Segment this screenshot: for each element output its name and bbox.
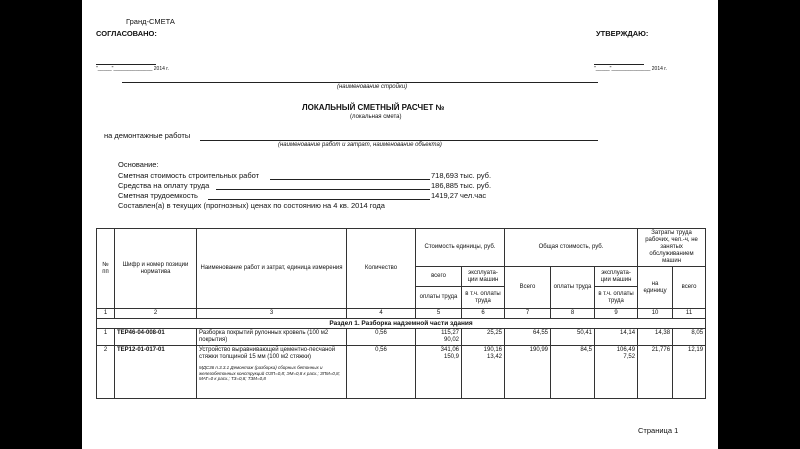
construction-caption: (наименование стройки): [337, 84, 408, 90]
works-caption: (наименование работ и затрат, наименование объекта): [278, 142, 442, 148]
cost-value: 718,693: [431, 171, 459, 180]
header-code: Шифр и номер позиции норматива: [115, 229, 197, 309]
row-labor-unit: 21,776: [638, 346, 673, 399]
labor-hours-value: 1419,27: [431, 191, 459, 200]
labor-pay-label: Средства на оплату труда: [118, 181, 210, 190]
header-labor-total: всего: [673, 267, 706, 309]
header-unit-machines: эксплуата-ции машин: [462, 267, 505, 287]
row-total-all: 64,55: [505, 329, 551, 346]
row-total-labor: 84,5: [551, 346, 595, 399]
estimate-table: [96, 228, 706, 399]
row-total-mach: 106,49: [616, 347, 636, 353]
row-qty: 0,56: [347, 329, 416, 346]
labor-hours-label: Сметная трудоемкость: [118, 191, 198, 200]
agreed-label: СОГЛАСОВАНО:: [96, 29, 157, 38]
row-note: МДС36 п.3.3.1 Демонтаж (разборка) сборных бетонных и железобетонных конструкций ОЗП=0,8; ЭМ=0,8 к расх.; ЗПМ=0,8; МАТ=0 к расх.; ТЗ=0,8; ТЗМ=0,8: [199, 365, 340, 381]
prices-note: Составлен(а) в текущих (прогнозных) ценах по состоянию на 4 кв. 2014 года: [118, 201, 385, 210]
col-number: 5: [416, 309, 462, 319]
table-row: [97, 346, 706, 399]
row-labor-total: 12,19: [673, 346, 706, 399]
section-title: Раздел 1. Разборка надземной части здания: [97, 319, 706, 329]
col-number: 9: [595, 309, 638, 319]
cost-label: Сметная стоимость строительных работ: [118, 171, 260, 180]
date-right: "_____"______________ 2014 г.: [594, 66, 667, 72]
labor-hours-leader-line: [208, 199, 430, 200]
row-num: 2: [97, 346, 115, 399]
header-total-incl-labor: в т.ч. оплаты труда: [595, 287, 638, 309]
col-number: 2: [115, 309, 197, 319]
header-total-cost: Общая стоимость, руб.: [505, 229, 638, 267]
row-total-mach-labor: 7,52: [623, 354, 636, 360]
col-number: 11: [673, 309, 706, 319]
header-unit-incl-labor: в т.ч. оплаты труда: [462, 287, 505, 309]
col-number: 7: [505, 309, 551, 319]
program-name: Гранд-СМЕТА: [126, 17, 175, 26]
row-total-mach: 14,14: [620, 330, 636, 336]
row-name: Разборка покрытий рулонных кровель (100 м2 покрытия): [197, 329, 347, 346]
estimate-title: ЛОКАЛЬНЫЙ СМЕТНЫЙ РАСЧЕТ №: [302, 103, 445, 112]
header-name: Наименование работ и затрат, единица измерения: [197, 229, 347, 309]
page-number: Страница 1: [638, 426, 679, 435]
estimate-subtitle: (локальная смета): [350, 114, 402, 120]
row-unit-mach: 190,16: [483, 347, 503, 353]
construction-line: [122, 82, 598, 83]
signature-line-right: [594, 64, 644, 65]
signature-line-left: [96, 64, 156, 65]
header-unit-labor: оплаты труда: [416, 287, 462, 309]
header-num: № пп: [97, 229, 115, 309]
header-total-labor: оплаты труда: [551, 267, 595, 309]
row-code: ТЕР46-04-008-01: [115, 329, 197, 346]
row-unit-mach: 25,25: [487, 330, 503, 336]
date-left: "_____"______________ 2014 г.: [96, 66, 169, 72]
row-labor-total: 8,05: [673, 329, 706, 346]
row-qty: 0,56: [347, 346, 416, 399]
col-number: 3: [197, 309, 347, 319]
col-number: 10: [638, 309, 673, 319]
labor-pay-value: 186,885: [431, 181, 459, 190]
row-total-labor: 50,41: [551, 329, 595, 346]
col-number: 6: [462, 309, 505, 319]
cost-leader-line: [270, 179, 430, 180]
row-code: ТЕР12-01-017-01: [115, 346, 197, 399]
row-unit-mach-labor: 13,42: [487, 354, 503, 360]
col-number: 4: [347, 309, 416, 319]
col-number: 8: [551, 309, 595, 319]
header-total-machines: эксплуата-ции машин: [595, 267, 638, 287]
labor-pay-leader-line: [216, 189, 430, 190]
header-unit-all: всего: [416, 267, 462, 287]
col-number: 1: [97, 309, 115, 319]
basis-label: Основание:: [118, 160, 159, 169]
header-qty: Количество: [347, 229, 416, 309]
header-total-all: Всего: [505, 267, 551, 309]
row-num: 1: [97, 329, 115, 346]
row-name: Устройство выравнивающей цементно-песчаной стяжки толщиной 15 мм (100 м2 стяжки): [199, 347, 336, 360]
row-unit-all: 341,06: [440, 347, 459, 353]
table-row: [97, 329, 706, 346]
row-unit-labor: 150,9: [443, 354, 459, 360]
works-line: [200, 140, 598, 141]
estimate-page: [82, 0, 718, 449]
approve-label: УТВЕРЖДАЮ:: [596, 29, 649, 38]
works-label: на демонтажные работы: [104, 131, 191, 140]
row-unit-labor: 90,02: [443, 337, 459, 343]
labor-hours-unit: чел.час: [460, 191, 487, 200]
row-unit-all: 115,27: [441, 330, 459, 336]
row-labor-unit: 14,38: [638, 329, 673, 346]
header-per-unit: на единицу: [638, 267, 673, 309]
labor-pay-unit: тыс. руб.: [460, 181, 492, 190]
row-total-all: 190,99: [505, 346, 551, 399]
header-labor: Затраты труда рабочих, чел.-ч, не занятых обслуживанием машин: [638, 229, 706, 267]
cost-unit: тыс. руб.: [460, 171, 492, 180]
header-unit-cost: Стоимость единицы, руб.: [416, 229, 505, 267]
column-number-row: [97, 309, 706, 319]
